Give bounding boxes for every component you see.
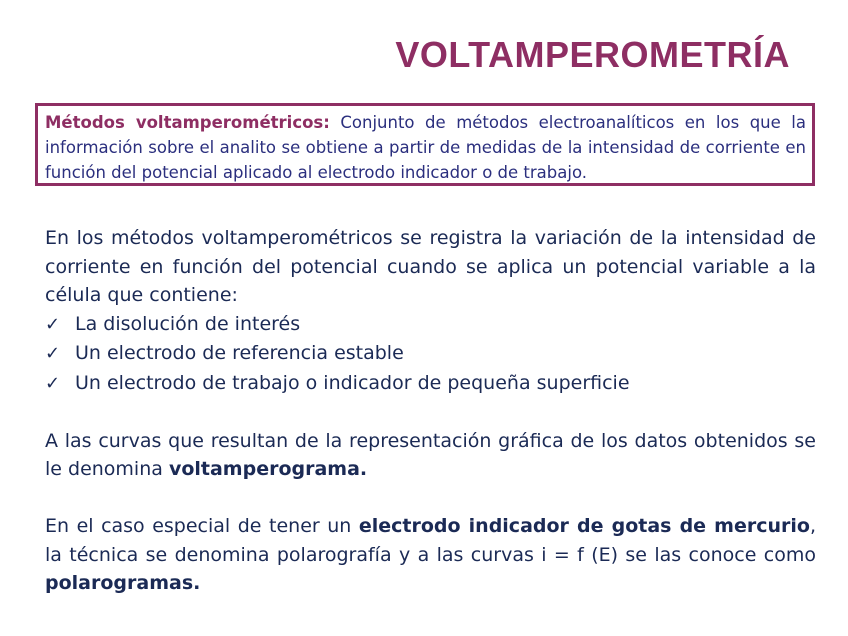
list-item xyxy=(45,339,816,369)
definition-term: Métodos voltamperométricos: xyxy=(45,113,330,132)
intro-paragraph: En los métodos voltamperométricos se registra la variación de la intensidad de corriente en función del potencial cuando se aplica un potencial variable a la célula que contiene: xyxy=(45,227,816,306)
list-item xyxy=(45,369,816,399)
page-title: VOLTAMPEROMETRÍA xyxy=(395,34,790,75)
definition-text: Conjunto de métodos electroanalíticos en los que la información sobre el analito se obtiene a partir de medidas de la intensidad de corriente en función del potencial aplicado al electrodo indicador o de trabajo. xyxy=(45,113,807,182)
list-item-label: Un electrodo de referencia estable xyxy=(75,342,404,364)
main-content xyxy=(45,224,816,598)
voltammogram-paragraph xyxy=(45,427,816,484)
checklist xyxy=(45,310,816,399)
polarography-text-2: , la técnica se denomina polarografía y a las curvas i = f (E) se las conoce como xyxy=(45,515,816,566)
voltammogram-term: voltamperograma. xyxy=(168,458,368,480)
polarography-paragraph xyxy=(45,512,816,598)
list-item xyxy=(45,310,816,340)
check-icon: ✓ xyxy=(45,313,61,335)
polarogram-term: polarogramas. xyxy=(45,572,201,594)
check-icon: ✓ xyxy=(45,372,61,394)
definition-box xyxy=(35,103,815,186)
mercury-electrode-term: electrodo indicador de gotas de mercurio xyxy=(358,515,810,537)
voltammogram-text: A las curvas que resultan de la representación gráfica de los datos obtenidos se le denomina xyxy=(45,429,816,480)
list-item-label: Un electrodo de trabajo o indicador de pequeña superficie xyxy=(75,371,630,394)
polarography-text-1: En el caso especial de tener un xyxy=(45,515,359,537)
list-item-label: La disolución de interés xyxy=(75,312,301,335)
check-icon: ✓ xyxy=(45,343,61,364)
